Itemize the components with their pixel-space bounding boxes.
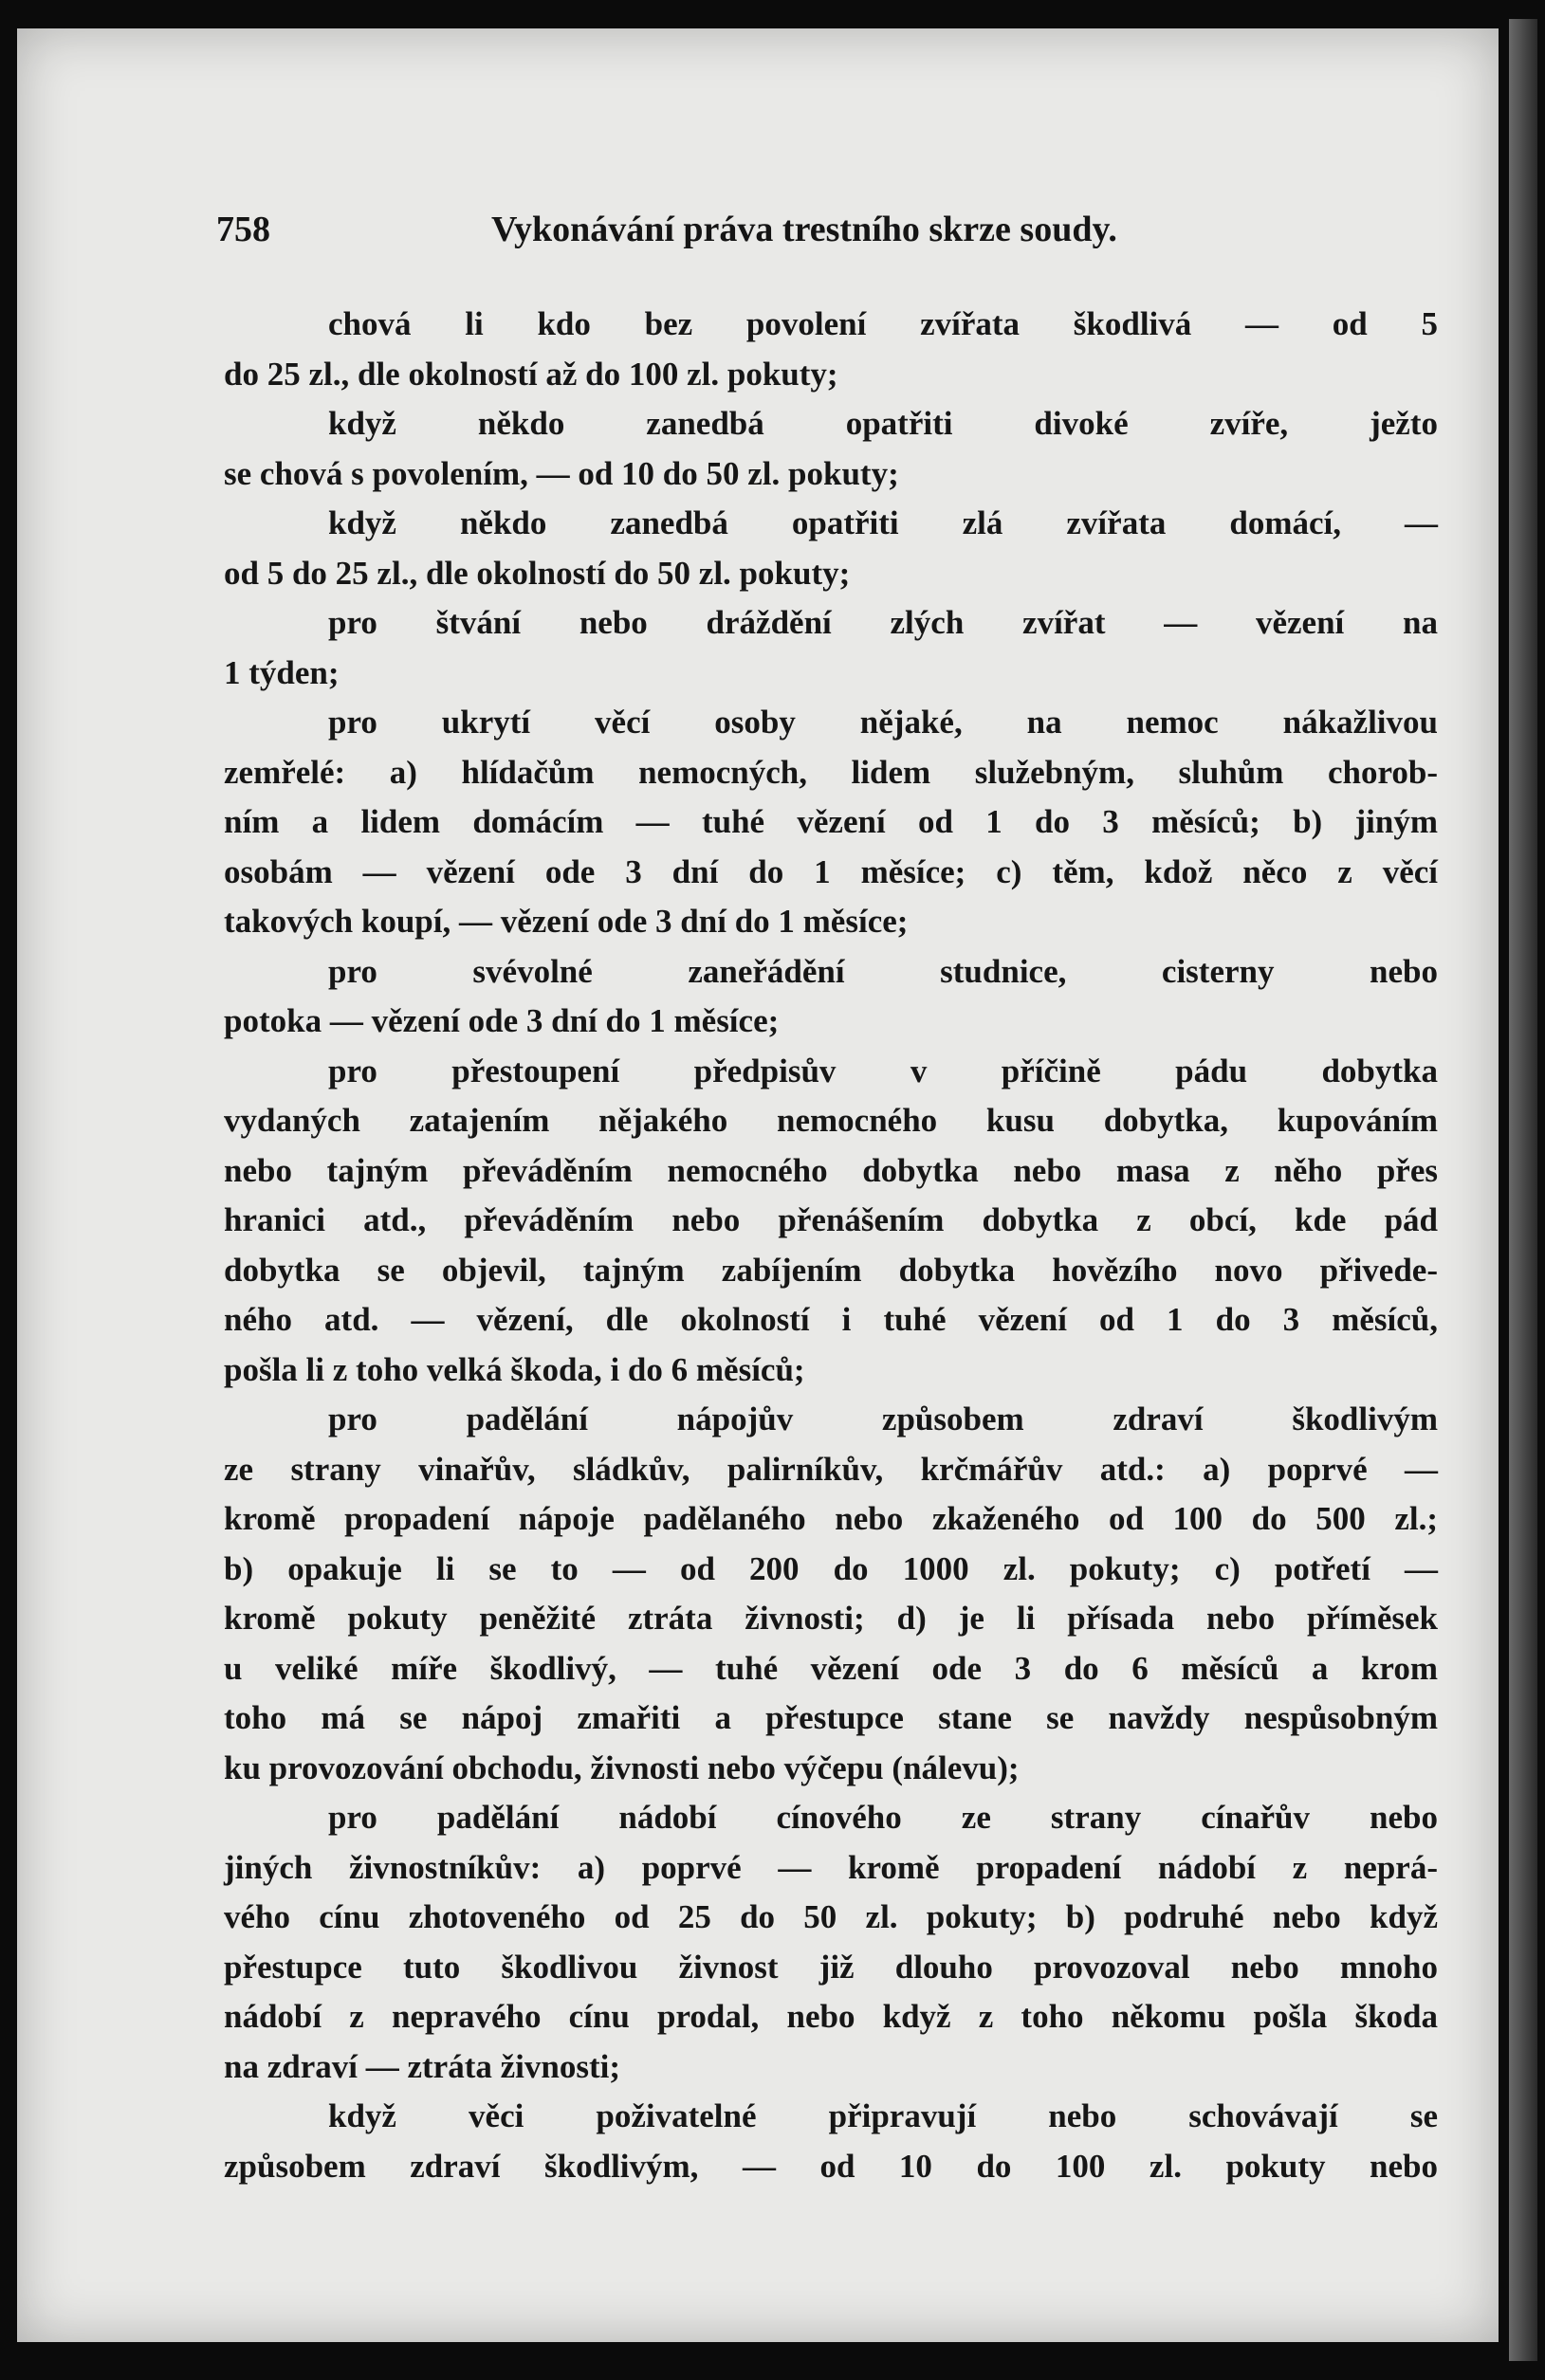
- text-line: pro padělání nádobí cínového ze strany cínařův nebo: [328, 1799, 1438, 1836]
- text-line: pro padělání nápojův způsobem zdraví škodlivým: [328, 1401, 1438, 1437]
- text-line: kromě pokuty peněžité ztráta živnosti; d) je li přísada nebo příměsek: [224, 1600, 1438, 1637]
- text-line: se chová s povolením, — od 10 do 50 zl. pokuty;: [224, 454, 899, 492]
- text-line: potoka — vězení ode 3 dní do 1 měsíce;: [224, 1002, 780, 1039]
- text-line: takových koupí, — vězení ode 3 dní do 1 měsíce;: [224, 903, 909, 940]
- text-line: u veliké míře škodlivý, — tuhé vězení ode 3 do 6 měsíců a krom: [224, 1649, 1438, 1687]
- text-line: pro přestoupení předpisův v příčině pádu dobytka: [328, 1052, 1438, 1089]
- text-line: když někdo zanedbá opatřiti divoké zvíře, ježto: [328, 405, 1438, 442]
- text-line: jiných živnostníkův: a) poprvé — kromě propadení nádobí z neprá-: [224, 1848, 1438, 1886]
- text-line: od 5 do 25 zl., dle okolností do 50 zl. pokuty;: [224, 554, 851, 592]
- text-line: způsobem zdraví škodlivým, — od 10 do 100 zl. pokuty nebo: [224, 2147, 1438, 2185]
- text-line: ním a lidem domácím — tuhé vězení od 1 do 3 měsíců; b) jiným: [224, 803, 1438, 840]
- text-line: pro svévolné zaneřádění studnice, cisterny nebo: [328, 952, 1438, 990]
- text-line: dobytka se objevil, tajným zabíjením dobytka hovězího novo přivede-: [224, 1251, 1438, 1289]
- text-line: vého cínu zhotoveného od 25 do 50 zl. pokuty; b) podruhé nebo když: [224, 1898, 1438, 1935]
- text-line: ze strany vinařův, sládkův, palirníkův, krčmářův atd.: a) poprvé —: [224, 1450, 1438, 1488]
- text-line: když věci poživatelné připravují nebo schovávají se: [328, 2097, 1438, 2134]
- text-line: toho má se nápoj zmařiti a přestupce stane se navždy nespůsobným: [224, 1699, 1438, 1736]
- text-line: nebo tajným převáděním nemocného dobytka nebo masa z něho přes: [224, 1151, 1438, 1189]
- text-line: pošla li z toho velká škoda, i do 6 měsíců;: [224, 1350, 805, 1388]
- book-page: [17, 28, 1499, 2342]
- text-line: ného atd. — vězení, dle okolností i tuhé vězení od 1 do 3 měsíců,: [224, 1301, 1438, 1338]
- text-line: kromě propadení nápoje padělaného nebo zkaženého od 100 do 500 zl.;: [224, 1500, 1438, 1537]
- text-line: chová li kdo bez povolení zvířata škodlivá — od 5: [328, 305, 1438, 342]
- text-line: b) opakuje li se to — od 200 do 1000 zl. pokuty; c) potřetí —: [224, 1549, 1438, 1587]
- running-title: Vykonávání práva trestního skrze soudy.: [491, 210, 1117, 249]
- text-line: vydaných zatajením nějakého nemocného kusu dobytka, kupováním: [224, 1102, 1438, 1139]
- text-line: pro štvání nebo dráždění zlých zvířat — vězení na: [328, 604, 1438, 641]
- text-line: hranici atd., převáděním nebo přenášením dobytka z obcí, kde pád: [224, 1201, 1438, 1238]
- page-number: 758: [216, 210, 270, 249]
- text-line: ku provozování obchodu, živnosti nebo výčepu (nálevu);: [224, 1748, 1020, 1786]
- text-line: když někdo zanedbá opatřiti zlá zvířata domácí, —: [328, 504, 1438, 541]
- text-line: osobám — vězení ode 3 dní do 1 měsíce; c) těm, kdož něco z věcí: [224, 852, 1438, 890]
- text-line: přestupce tuto škodlivou živnost již dlouho provozoval nebo mnoho: [224, 1948, 1438, 1986]
- text-line: do 25 zl., dle okolností až do 100 zl. pokuty;: [224, 355, 838, 393]
- body-text: [224, 300, 1438, 2191]
- text-line: pro ukrytí věcí osoby nějaké, na nemoc nákažlivou: [328, 704, 1438, 741]
- text-line: 1 týden;: [224, 653, 340, 691]
- text-line: na zdraví — ztráta živnosti;: [224, 2047, 620, 2085]
- page-edge-shadow: [1509, 19, 1537, 2361]
- text-line: nádobí z nepravého cínu prodal, nebo když z toho někomu pošla škoda: [224, 1998, 1438, 2035]
- text-line: zemřelé: a) hlídačům nemocných, lidem služebným, sluhům chorob-: [224, 753, 1438, 791]
